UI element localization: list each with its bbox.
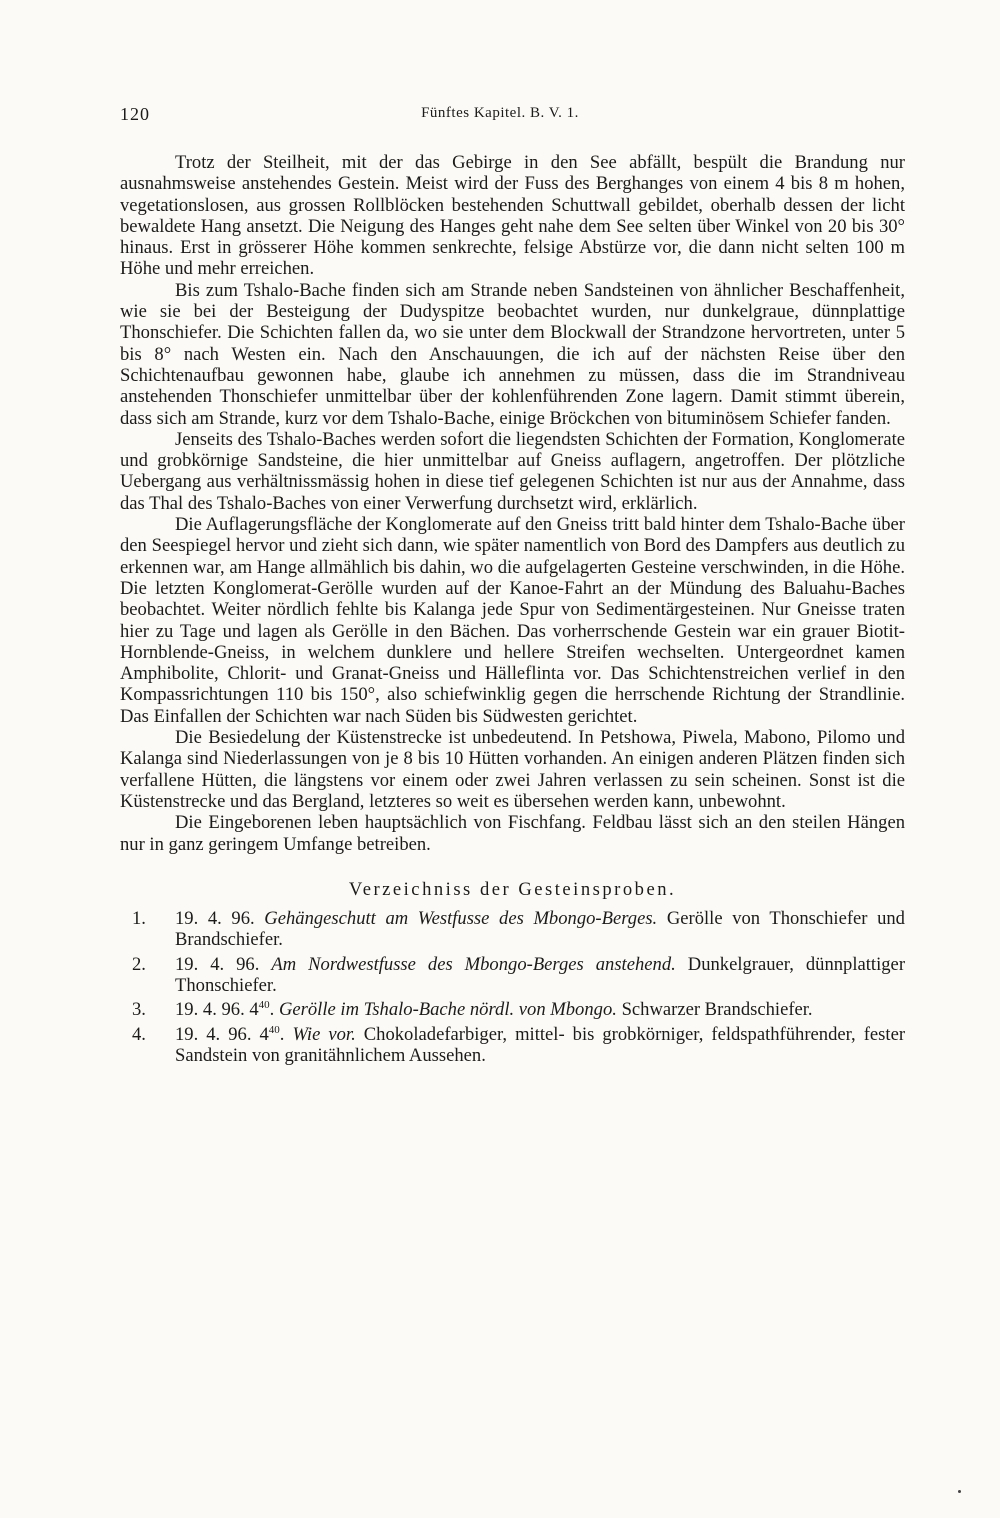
list-item <box>120 954 905 997</box>
item-description: Schwarzer Brandschiefer. <box>621 999 813 1021</box>
page-number: 120 <box>120 104 150 124</box>
list-item: 4. 19. 4. 96. $4^{40}$. Wie vor. Chokoladefarbiger, mittel- bis grobkörniger, feldspathführender, fester Sandstein von granitähnlichem Aussehen. <box>132 1023 906 1066</box>
item-date: 19. 4. 96. 4 <box>175 999 259 1021</box>
item-location: Gehängeschutt am Westfusse des Mbongo-Berges. <box>264 908 658 930</box>
item-date-superscript: 40 <box>258 999 270 1012</box>
item-date-superscript: 40 <box>268 1023 280 1036</box>
item-number: 4. <box>132 1023 146 1045</box>
item-date: 19. 4. 96. 4 <box>175 1023 269 1045</box>
item-number: 1. <box>132 908 146 930</box>
item-date: 19. 4. 96. <box>175 953 260 975</box>
paragraph: Die Eingeborenen leben hauptsächlich von Fischfang. Feldbau lässt sich an den steilen Hängen nur in ganz geringem Umfange betreiben. <box>120 812 905 855</box>
item-location: Gerölle im Tshalo-Bache nördl. von Mbongo. <box>278 999 617 1021</box>
paragraph: Die Besiedelung der Küstenstrecke ist unbedeutend. In Petshowa, Piwela, Mabono, Pilomo und Kalanga sind Niederlassungen von je 8 bis 10 Hütten vorhanden. An einigen anderen Plätzen finden sich verfallene Hütten, die längstens vor einem oder zwei Jahren verlassen zu sein scheinen. Sonst ist die Küstenstrecke und das Bergland, letzteres so weit es übersehen werden kann, unbewohnt. <box>120 727 905 812</box>
item-number: 3. <box>132 999 146 1021</box>
paragraph: Die Auflagerungsfläche der Konglomerate auf den Gneiss tritt bald hinter dem Tshalo-Bache über den Seespiegel hervor und zieht sich dann, wie später namentlich von Bord des Dampfers aus deutlich zu erkennen war, am Hange allmählich bis dahin, wo die aufgelagerten Gesteine verschwinden, in die Höhe. Die letzten Konglomerat-Gerölle wurden auf der Kanoe-Fahrt an der Mündung des Baluahu-Baches beobachtet. Weiter nördlich fehlte bis Kalanga jede Spur von Sedimentärgesteinen. Nur Gneisse traten hier zu Tage und lagen als Gerölle in den Bächen. Das vorherrschende Gestein war ein grauer Biotit-Hornblende-Gneiss, in welchem dunklere und hellere Streifen wechselten. Untergeordnet kamen Amphibolite, Chlorit- und Granat-Gneiss und Hälleflinta vor. Das Schichtenstreichen verlief in den Kompassrichtungen 110 bis 150°, also schiefwinklig gegen die herrschende Richtung der Strandlinie. Das Einfallen der Schichten war nach Süden bis Südwesten gerichtet. <box>120 514 905 727</box>
paragraph: Trotz der Steilheit, mit der das Gebirge in den See abfällt, bespült die Brandung nur ausnahmsweise anstehendes Gestein. Meist wird der Fuss des Berghanges von einem 4 bis 8 m hohen, vegetationslosen, aus grossen Rollblöcken bestehenden Schuttwall gebildet, oberhalb dessen der licht bewaldete Hang ansetzt. Die Neigung des Hanges geht nahe dem See selten über Winkel von 20 bis 30° hinaus. Erst in grösserer Höhe kommen senkrechte, felsige Abstürze vor, die dann nicht selten 100 m Höhe und mehr erreichen. <box>120 152 905 280</box>
page-body <box>120 152 905 1069</box>
running-head: Fünftes Kapitel. B. V. 1. <box>421 105 579 121</box>
item-description: Dunkelgrauer, dünnplattiger Thonschiefer. <box>175 953 906 996</box>
section-title: Verzeichniss der Gesteinsproben. <box>348 878 677 900</box>
list-item: 3. 19. 4. 96. $4^{40}$. Gerölle im Tshalo-Bache nördl. von Mbongo. Schwarzer Brandschiefer. <box>132 999 813 1021</box>
item-description: Chokoladefarbiger, mittel- bis grobkörniger, feldspathführender, fester Sandstein von granitähnlichem Aussehen. <box>175 1023 906 1066</box>
item-location: Wie vor. <box>292 1023 356 1045</box>
list-item <box>120 908 905 951</box>
scan-speck <box>958 1490 961 1493</box>
paragraph: Jenseits des Tshalo-Baches werden sofort die liegendsten Schichten der Formation, Konglomerate und grobkörnige Sandsteine, die hier unmittelbar auf Gneiss auflagern, angetroffen. Der plötzliche Uebergang aus verhältnissmässig hohen in diese tief gelegenen Schichten ist nur aus der Annahme, dass das Thal des Tshalo-Baches von einer Verwerfung durchsetzt wird, erklärlich. <box>120 428 905 514</box>
item-date: 19. 4. 96. <box>175 908 255 930</box>
paragraph: Bis zum Tshalo-Bache finden sich am Strande neben Sandsteinen von ähnlicher Beschaffenheit, wie sie bei der Besteigung der Dudyspitze beobachtet wurden, nur dunkelgraue, dünnplattige Thonschiefer. Die Schichten fallen da, wo sie unter dem Blockwall der Strandzone hervortreten, unter 5 bis 8° nach Westen ein. Nach den Anschauungen, die ich auf der nächsten Reise über den Schichtenaufbau gewonnen habe, glaube ich annehmen zu müssen, dass die im Strandniveau anstehenden Thonschiefer unmittelbar über der kohlenführenden Zone lagern. Damit stimmt überein, dass sich am Strande, kurz vor dem Tshalo-Bache, einige Bröckchen von bituminösem Schiefer fanden. <box>120 279 905 429</box>
item-number: 2. <box>132 953 146 975</box>
item-location: Am Nordwestfusse des Mbongo-Berges anstehend. <box>271 953 676 975</box>
page-header <box>120 100 880 130</box>
item-description: Gerölle von Thonschiefer und Brandschiefer. <box>175 908 905 951</box>
sample-list <box>120 908 905 1066</box>
